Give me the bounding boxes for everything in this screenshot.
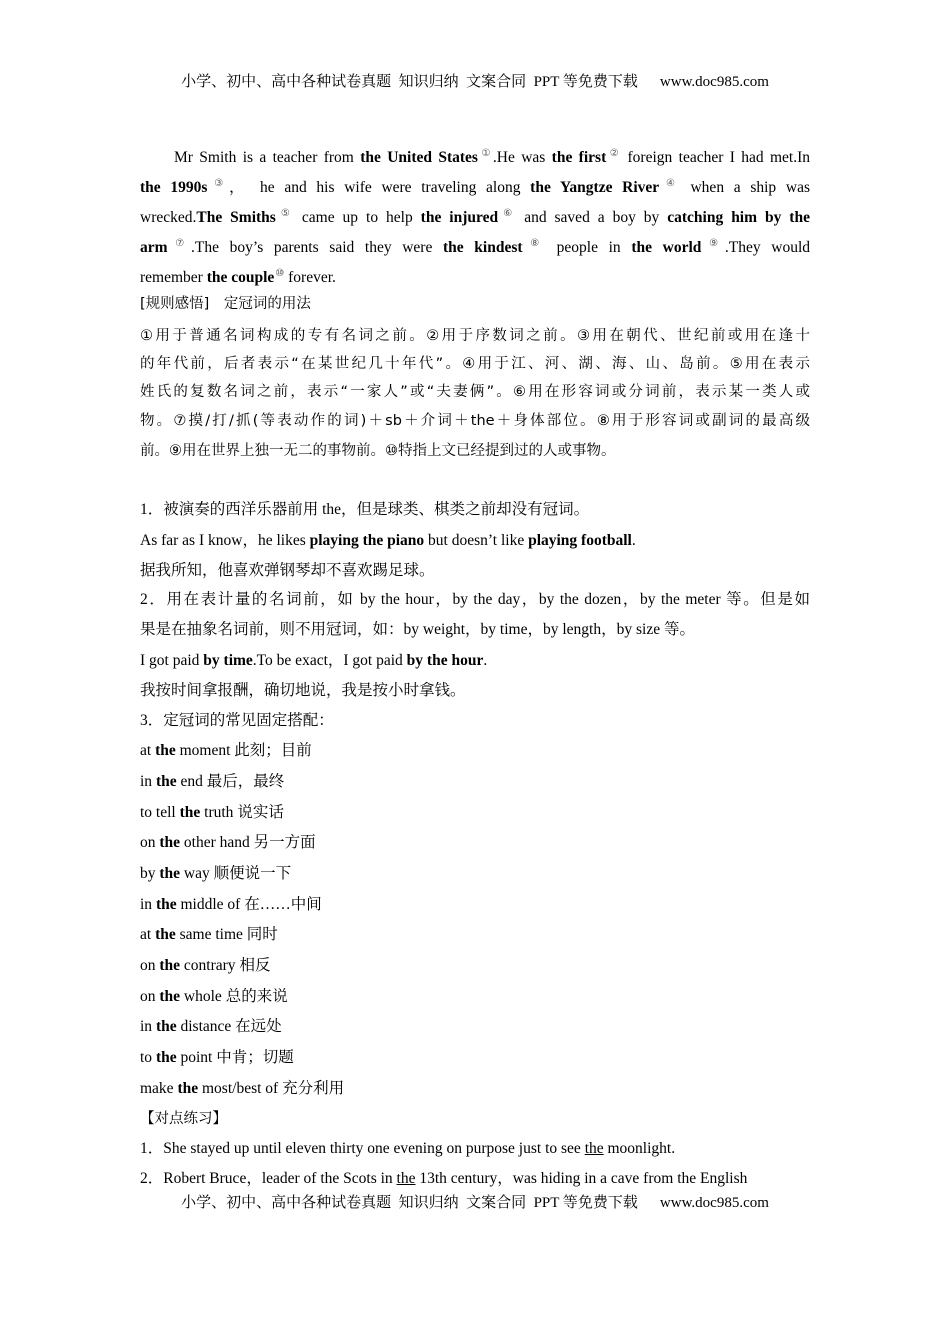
page-footer xyxy=(0,1191,950,1212)
bold-phrase: the United States xyxy=(360,149,478,166)
phrase-item xyxy=(140,987,810,1007)
bold-phrase: the kindest xyxy=(442,239,523,256)
circled-number: ⑥ xyxy=(499,208,517,219)
text: on xyxy=(140,957,160,974)
text: at xyxy=(140,742,156,759)
article: the xyxy=(159,988,181,1005)
bold-phrase: the couple xyxy=(206,269,275,286)
translation: 此刻；目前 xyxy=(234,742,312,759)
text: 2．Robert Bruce，leader of the Scots in xyxy=(140,1170,397,1187)
practice-question-2 xyxy=(140,1169,810,1189)
article: the xyxy=(155,896,177,913)
circled-number: ① xyxy=(478,148,493,159)
bold-phrase: the Yangtze River xyxy=(530,179,660,196)
rule-line-4: 物。⑦摸/打/抓(等表动作的词)＋sb＋介词＋the＋身体部位。⑧用于形容词或副词的最高级 xyxy=(140,413,810,429)
phrase-item xyxy=(140,895,810,915)
phrase-item xyxy=(140,1017,810,1037)
text: 1．She stayed up until eleven thirty one evening on purpose just to see xyxy=(140,1140,585,1157)
translation: 相反 xyxy=(239,957,271,974)
text: on xyxy=(140,834,160,851)
text: wrecked. xyxy=(140,209,197,226)
text: forever. xyxy=(284,269,336,286)
text: ， he and his wife were traveling along xyxy=(229,179,531,196)
point-3-title: 3．定冠词的常见固定搭配： xyxy=(140,712,334,729)
point-1-title: 1．被演奏的西洋乐器前用 the，但是球类、棋类之前却没有冠词。 xyxy=(140,501,590,518)
page-header xyxy=(0,70,950,91)
text: remember xyxy=(140,269,207,286)
text: most/best of xyxy=(198,1080,283,1097)
translation: 充分利用 xyxy=(282,1080,345,1097)
text: foreign teacher I had met.In xyxy=(621,149,811,166)
translation: 说实话 xyxy=(237,804,284,821)
translation: 同时 xyxy=(246,926,278,943)
phrase-item xyxy=(140,864,810,884)
point-2-translation: 我按时间拿报酬，确切地说，我是按小时拿钱。 xyxy=(140,682,466,699)
text: point xyxy=(176,1049,217,1066)
text: to xyxy=(140,1049,156,1066)
text: and saved a boy by xyxy=(516,209,668,226)
bold-phrase: arm xyxy=(140,239,168,256)
text: . xyxy=(483,652,488,669)
text: .To be exact，I got paid xyxy=(252,652,407,669)
underlined-answer: the xyxy=(584,1140,604,1157)
bold-phrase: by the hour xyxy=(406,652,484,669)
circled-number: ③ xyxy=(208,178,229,189)
text: . xyxy=(631,532,636,549)
article: the xyxy=(177,1080,199,1097)
passage-line-5 xyxy=(140,264,810,288)
translation: 在远处 xyxy=(235,1018,282,1035)
circled-number: ⑧ xyxy=(523,238,547,249)
text: truth xyxy=(200,804,238,821)
translation: 总的来说 xyxy=(225,988,288,1005)
text: when a ship was xyxy=(680,179,810,196)
text: .The boy’s parents said they were xyxy=(191,239,443,256)
text: on xyxy=(140,988,160,1005)
article: the xyxy=(155,1049,177,1066)
bold-phrase: the world xyxy=(631,239,702,256)
circled-number: ⑤ xyxy=(276,208,294,219)
bold-phrase: playing the piano xyxy=(309,532,425,549)
phrase-item xyxy=(140,925,810,945)
practice-title: 【对点练习】 xyxy=(140,1111,227,1127)
bold-phrase: by time xyxy=(203,652,253,669)
text: .They would xyxy=(724,239,811,256)
point-1-translation: 据我所知，他喜欢弹钢琴却不喜欢踢足球。 xyxy=(140,562,435,579)
text: distance xyxy=(176,1018,236,1035)
bold-phrase: playing football xyxy=(528,532,632,549)
passage-line-4 xyxy=(140,234,810,258)
bold-phrase: the first xyxy=(551,149,607,166)
phrase-item xyxy=(140,772,810,792)
rule-line-3: 姓氏的复数名词之前，表示“一家人”或“夫妻俩”。⑥用在形容词或分词前，表示某一类人或 xyxy=(140,384,810,400)
rule-line-1: ①用于普通名词构成的专有名词之前。②用于序数词之前。③用在朝代、世纪前或用在逢十 xyxy=(140,328,810,344)
text: at xyxy=(140,926,156,943)
footer-url: www.doc985.com xyxy=(659,1195,769,1211)
article: the xyxy=(155,926,176,943)
circled-number: ⑨ xyxy=(702,238,725,249)
phrase-item xyxy=(140,741,810,761)
text: by xyxy=(140,865,160,882)
underlined-answer: the xyxy=(396,1170,416,1187)
article: the xyxy=(155,773,177,790)
rule-line-2: 的年代前，后者表示“在某世纪几十年代”。④用于江、河、湖、海、山、岛前。⑤用在表示 xyxy=(140,356,810,372)
point-2-example xyxy=(140,651,810,671)
bold-phrase: the injured xyxy=(420,209,499,226)
text: moonlight. xyxy=(603,1140,676,1157)
text: same time xyxy=(175,926,247,943)
article: the xyxy=(155,742,176,759)
rule-title: [规则感悟] 定冠词的用法 xyxy=(140,296,311,312)
point-1-example xyxy=(140,531,810,551)
bold-phrase: the 1990s xyxy=(140,179,208,196)
bold-phrase: The Smiths xyxy=(196,209,276,226)
practice-question-1 xyxy=(140,1139,810,1159)
text: in xyxy=(140,1018,156,1035)
text: other hand xyxy=(180,834,254,851)
text: moment xyxy=(175,742,235,759)
text: I got paid xyxy=(140,652,204,669)
text: to tell xyxy=(140,804,180,821)
translation: 中肯；切题 xyxy=(216,1049,294,1066)
translation: 顺便说一下 xyxy=(213,865,292,882)
point-2-title-line-2: 果是在抽象名词前，则不用冠词，如：by weight，by time，by length，by size 等。 xyxy=(140,621,695,638)
text: .He was xyxy=(492,149,552,166)
text: 13th century，was hiding in a cave from the English xyxy=(415,1170,748,1187)
bold-phrase: catching him by the xyxy=(667,209,810,226)
circled-number: ⑩ xyxy=(275,268,285,279)
text: contrary xyxy=(180,957,240,974)
passage-line-1 xyxy=(140,144,810,168)
footer-text: 小学、初中、高中各种试卷真题 知识归纳 文案合同 PPT 等免费下载 xyxy=(181,1195,638,1211)
text: in xyxy=(140,773,156,790)
text: Mr Smith is a teacher from xyxy=(174,149,361,166)
article: the xyxy=(159,834,181,851)
text: in xyxy=(140,896,156,913)
article: the xyxy=(155,1018,177,1035)
article: the xyxy=(159,865,181,882)
phrase-item xyxy=(140,956,810,976)
rule-line-5: 前。⑨用在世界上独一无二的事物前。⑩特指上文已经提到过的人或事物。 xyxy=(140,443,616,459)
text: end xyxy=(176,773,207,790)
translation: 另一方面 xyxy=(253,834,316,851)
phrase-item xyxy=(140,1079,810,1099)
text: make xyxy=(140,1080,178,1097)
phrase-item xyxy=(140,1048,810,1068)
phrase-item xyxy=(140,833,810,853)
translation: 最后，最终 xyxy=(206,773,285,790)
text: people in xyxy=(546,239,632,256)
text: but doesn’t like xyxy=(424,532,529,549)
circled-number: ④ xyxy=(660,178,681,189)
text: middle of xyxy=(176,896,245,913)
text: whole xyxy=(180,988,226,1005)
article: the xyxy=(179,804,201,821)
passage-line-3 xyxy=(140,204,810,228)
translation: 在……中间 xyxy=(244,896,322,913)
phrase-item xyxy=(140,803,810,823)
article: the xyxy=(159,957,181,974)
text: way xyxy=(180,865,214,882)
header-text: 小学、初中、高中各种试卷真题 知识归纳 文案合同 PPT 等免费下载 xyxy=(181,74,638,90)
passage-line-2 xyxy=(140,174,810,198)
header-url: www.doc985.com xyxy=(659,74,769,90)
text: As far as I know，he likes xyxy=(140,532,310,549)
point-2-title-line-1: 2．用在表计量的名词前，如 by the hour，by the day，by the dozen，by the meter 等。但是如 xyxy=(140,591,810,608)
circled-number: ⑦ xyxy=(168,238,192,249)
circled-number: ② xyxy=(607,148,622,159)
text: came up to help xyxy=(293,209,421,226)
